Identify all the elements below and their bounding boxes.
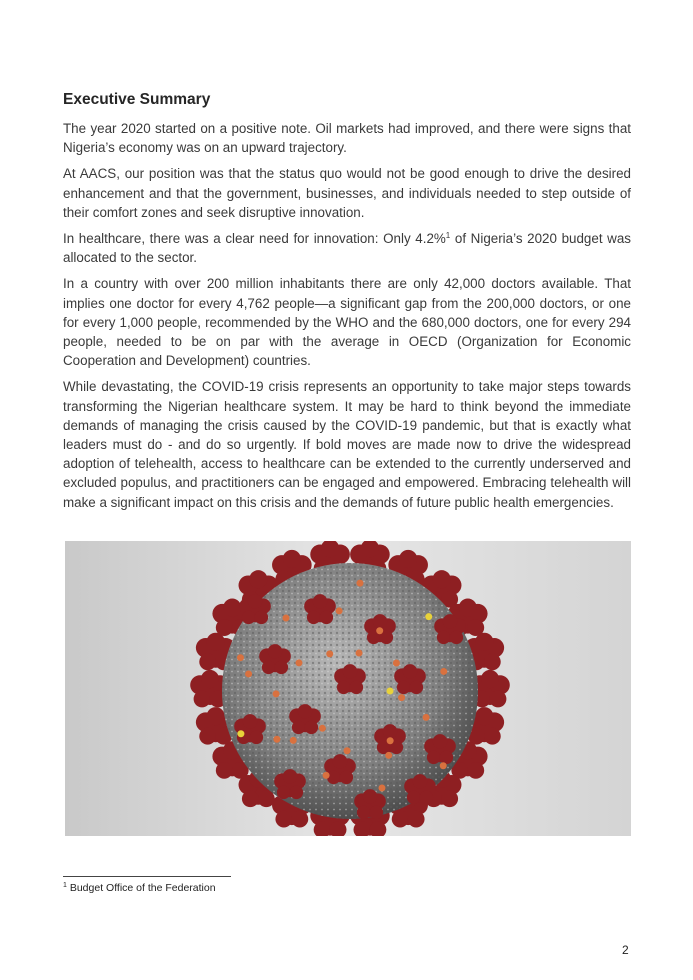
page-number: 2 (622, 943, 629, 957)
envelope-protein (387, 688, 394, 695)
envelope-protein (376, 627, 383, 634)
coronavirus-image (65, 541, 631, 836)
envelope-protein (326, 650, 333, 657)
envelope-protein (378, 785, 385, 792)
envelope-protein (319, 725, 326, 732)
envelope-protein (323, 772, 330, 779)
envelope-protein (336, 607, 343, 614)
envelope-protein (440, 668, 447, 675)
envelope-protein (387, 737, 394, 744)
envelope-protein (385, 752, 392, 759)
envelope-protein (282, 615, 289, 622)
footnote (63, 882, 216, 894)
text: of Nigeria’s 2020 budget was allocated to the sector. (63, 231, 631, 266)
text: In healthcare, there was a clear need for innovation: Only 4.2% (63, 231, 446, 247)
footnote-reference[interactable]: 1 (445, 231, 451, 241)
envelope-protein (398, 694, 405, 701)
document-body (63, 90, 631, 519)
section-heading: Executive Summary (63, 91, 211, 108)
envelope-protein (237, 730, 244, 737)
envelope-protein (423, 714, 430, 721)
envelope-protein (290, 737, 297, 744)
envelope-protein (295, 659, 302, 666)
paragraph-doctors: In a country with over 200 million inhabitants there are only 42,000 doctors available. That implies one doctor for every 4,762 people—a significant gap from the 200,000 doctors, or one for every 1,000 people, recommended by the WHO and the 680,000 doctors, one for every 294 people, needed to be on par with the average in OECD (Organization for Economic Cooperation and Development) countries. (63, 276, 631, 369)
envelope-protein (344, 747, 351, 754)
paragraph-covid-opportunity: While devastating, the COVID-19 crisis represents an opportunity to take major steps towards transforming the Nigerian healthcare system. It may be hard to think beyond the immediate demands of managing the crisis caused by the COVID-19 pandemic, but that is exactly what leaders must do - and do so urgently. If bold moves are made now to drive the widespread adoption of telehealth, access to healthcare can be extended to the currently underserved and excluded populus, and practitioners can be engaged and empowered. Embracing telehealth will make a significant impact on this crisis and the demands of future public health emergencies. (63, 379, 631, 510)
envelope-protein (393, 659, 400, 666)
envelope-protein (425, 613, 432, 620)
footnote-divider (63, 876, 231, 877)
envelope-protein (440, 762, 447, 769)
footnote-text: Budget Office of the Federation (69, 882, 216, 894)
envelope-protein (273, 690, 280, 697)
envelope-protein (356, 650, 363, 657)
paragraph-intro: The year 2020 started on a positive note. Oil markets had improved, and there were signs that Nigeria’s economy was on an upward trajectory. (63, 121, 631, 156)
paragraph-aacs-position: At AACS, our position was that the status quo would not be good enough to drive the desired enhancement and that the government, businesses, and individuals needed to step outside of their comfort zones and seek disruptive innovation. (63, 166, 631, 220)
paragraph-healthcare-budget (63, 229, 631, 267)
footnote-number: 1 (63, 882, 67, 889)
envelope-protein (237, 654, 244, 661)
coronavirus-illustration (65, 541, 631, 836)
envelope-protein (245, 670, 252, 677)
envelope-protein (356, 580, 363, 587)
envelope-protein (273, 736, 280, 743)
